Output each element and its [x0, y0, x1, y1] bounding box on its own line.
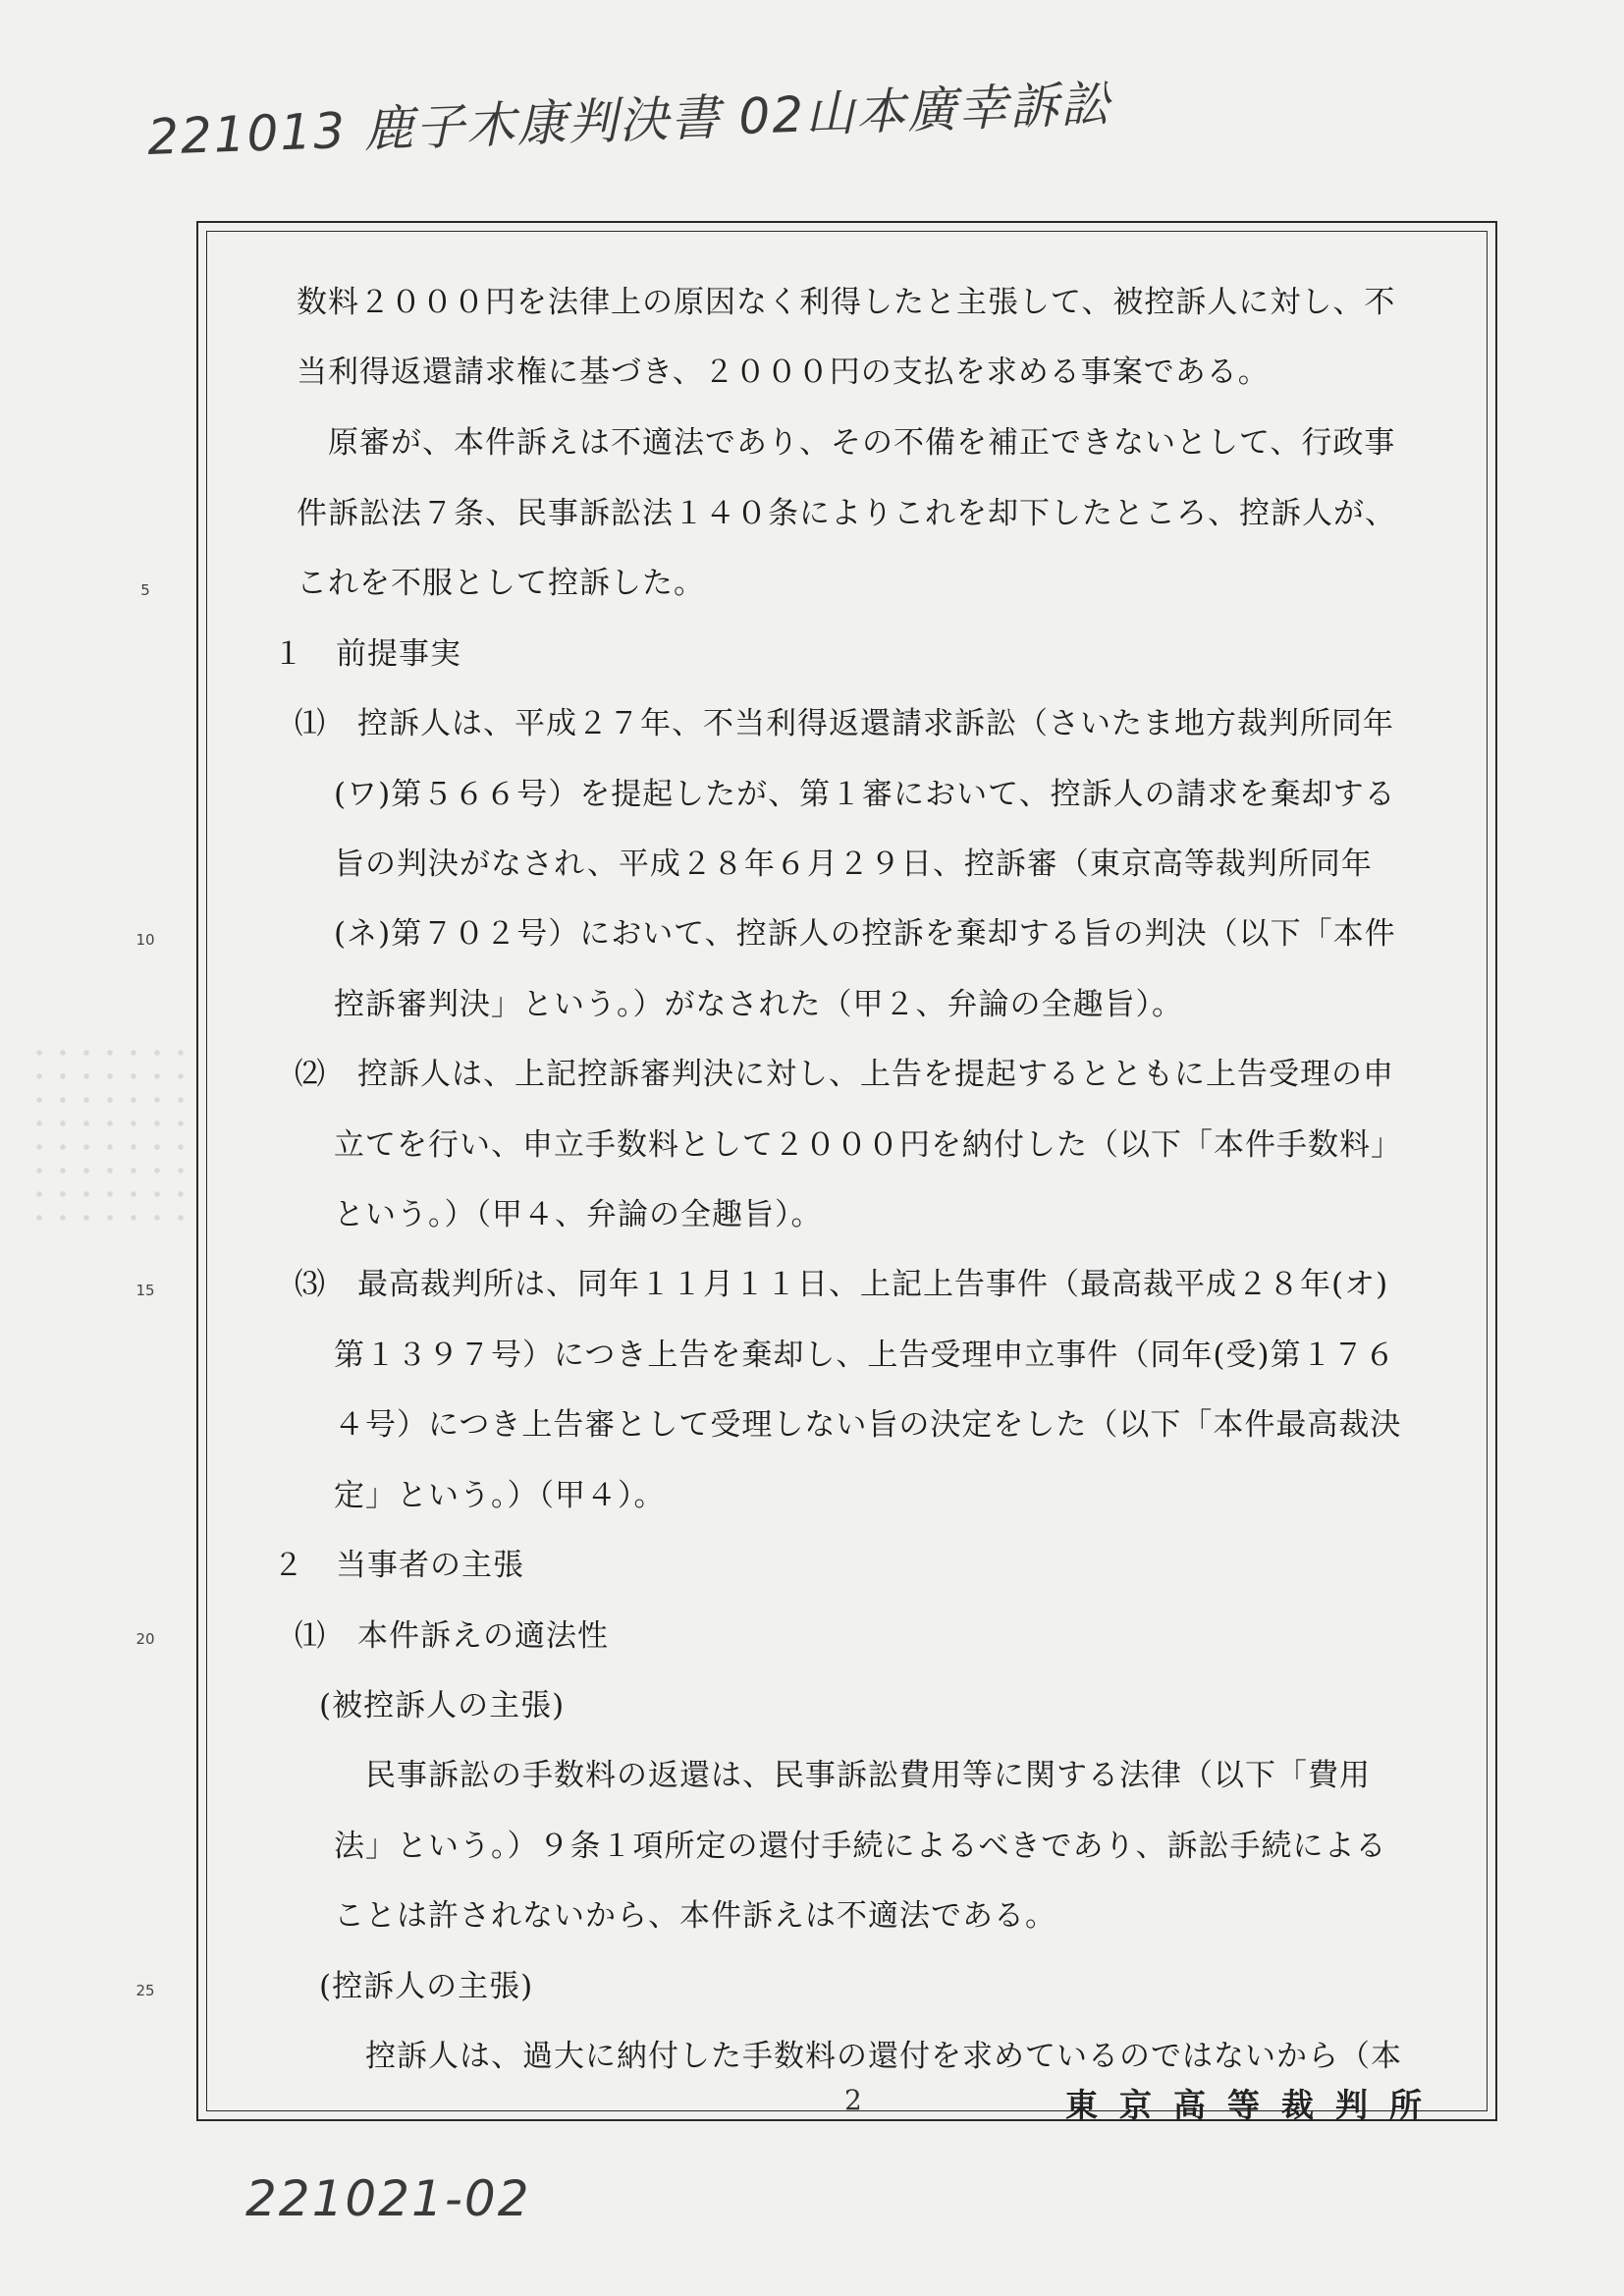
text-line: (ネ)第７０２号）において、控訴人の控訴を棄却する旨の判決（以下「本件	[334, 916, 1396, 952]
text-line: ⑴ 控訴人は、平成２７年、不当利得返還請求訴訟（さいたま地方裁判所同年	[295, 706, 1394, 741]
text-line: (ワ)第５６６号）を提起したが、第１審において、控訴人の請求を棄却する	[334, 777, 1396, 812]
subsection-heading: ⑴ 本件訴えの適法性	[295, 1618, 609, 1654]
text-line: 数料２０００円を法律上の原因なく利得したと主張して、被控訴人に対し、不	[297, 285, 1396, 320]
text-line: 件訴訟法７条、民事訴訟法１４０条によりこれを却下したところ、控訴人が、	[297, 496, 1396, 531]
line-number: 25	[135, 1982, 155, 1999]
text-line: ４号）につき上告審として受理しない旨の決定をした（以下「本件最高裁決	[334, 1407, 1402, 1443]
text-line: ⑵ 控訴人は、上記控訴審判決に対し、上告を提起するとともに上告受理の申	[295, 1057, 1394, 1092]
line-number: 20	[135, 1630, 155, 1648]
text-line: 定」という。）（甲４）。	[334, 1478, 666, 1513]
text-line: 原審が、本件訴えは不適法であり、その不備を補正できないとして、行政事	[297, 425, 1396, 461]
handwritten-note-bottom: 221021-02	[245, 2170, 531, 2227]
text-line: 控訴人は、過大に納付した手数料の還付を求めているのではないから（本	[334, 2039, 1402, 2074]
line-number: 5	[140, 581, 150, 599]
text-line: 控訴審判決」という。）がなされた（甲２、弁論の全趣旨）。	[334, 987, 1183, 1022]
text-line: 立てを行い、申立手数料として２０００円を納付した（以下「本件手数料」	[334, 1127, 1402, 1163]
line-number: 15	[135, 1282, 155, 1299]
handwritten-note-top: 221013 鹿子木康判決書 02山本廣幸訴訟	[146, 75, 1112, 166]
text-line: という。）（甲４、弁論の全趣旨）。	[334, 1197, 823, 1232]
line-number: 10	[135, 931, 155, 949]
text-line: 法」という。）９条１項所定の還付手続によるべきであり、訴訟手続による	[334, 1829, 1387, 1864]
text-line: 民事訴訟の手数料の返還は、民事訴訟費用等に関する法律（以下「費用	[334, 1758, 1371, 1793]
text-line: 当利得返還請求権に基づき、２０００円の支払を求める事案である。	[297, 355, 1270, 390]
text-line: 旨の判決がなされ、平成２８年６月２９日、控訴審（東京高等裁判所同年	[334, 847, 1373, 882]
punch-hole-pattern	[27, 1041, 194, 1237]
text-line: これを不服として控訴した。	[297, 566, 705, 601]
text-line: ことは許されないから、本件訴えは不適法である。	[334, 1898, 1056, 1934]
text-line: (控訴人の主張)	[319, 1969, 534, 2004]
text-line: 第１３９７号）につき上告を棄却し、上告受理申立事件（同年(受)第１７６	[334, 1338, 1396, 1373]
text-line: (被控訴人の主張)	[319, 1688, 566, 1723]
page-number: 2	[844, 2084, 862, 2116]
section-heading: １ 前提事実	[273, 636, 461, 672]
text-line: ⑶ 最高裁判所は、同年１１月１１日、上記上告事件（最高裁平成２８年(オ)	[295, 1267, 1389, 1302]
court-name-footer: 東京高等裁判所	[1065, 2086, 1443, 2124]
section-heading: ２ 当事者の主張	[273, 1548, 524, 1583]
